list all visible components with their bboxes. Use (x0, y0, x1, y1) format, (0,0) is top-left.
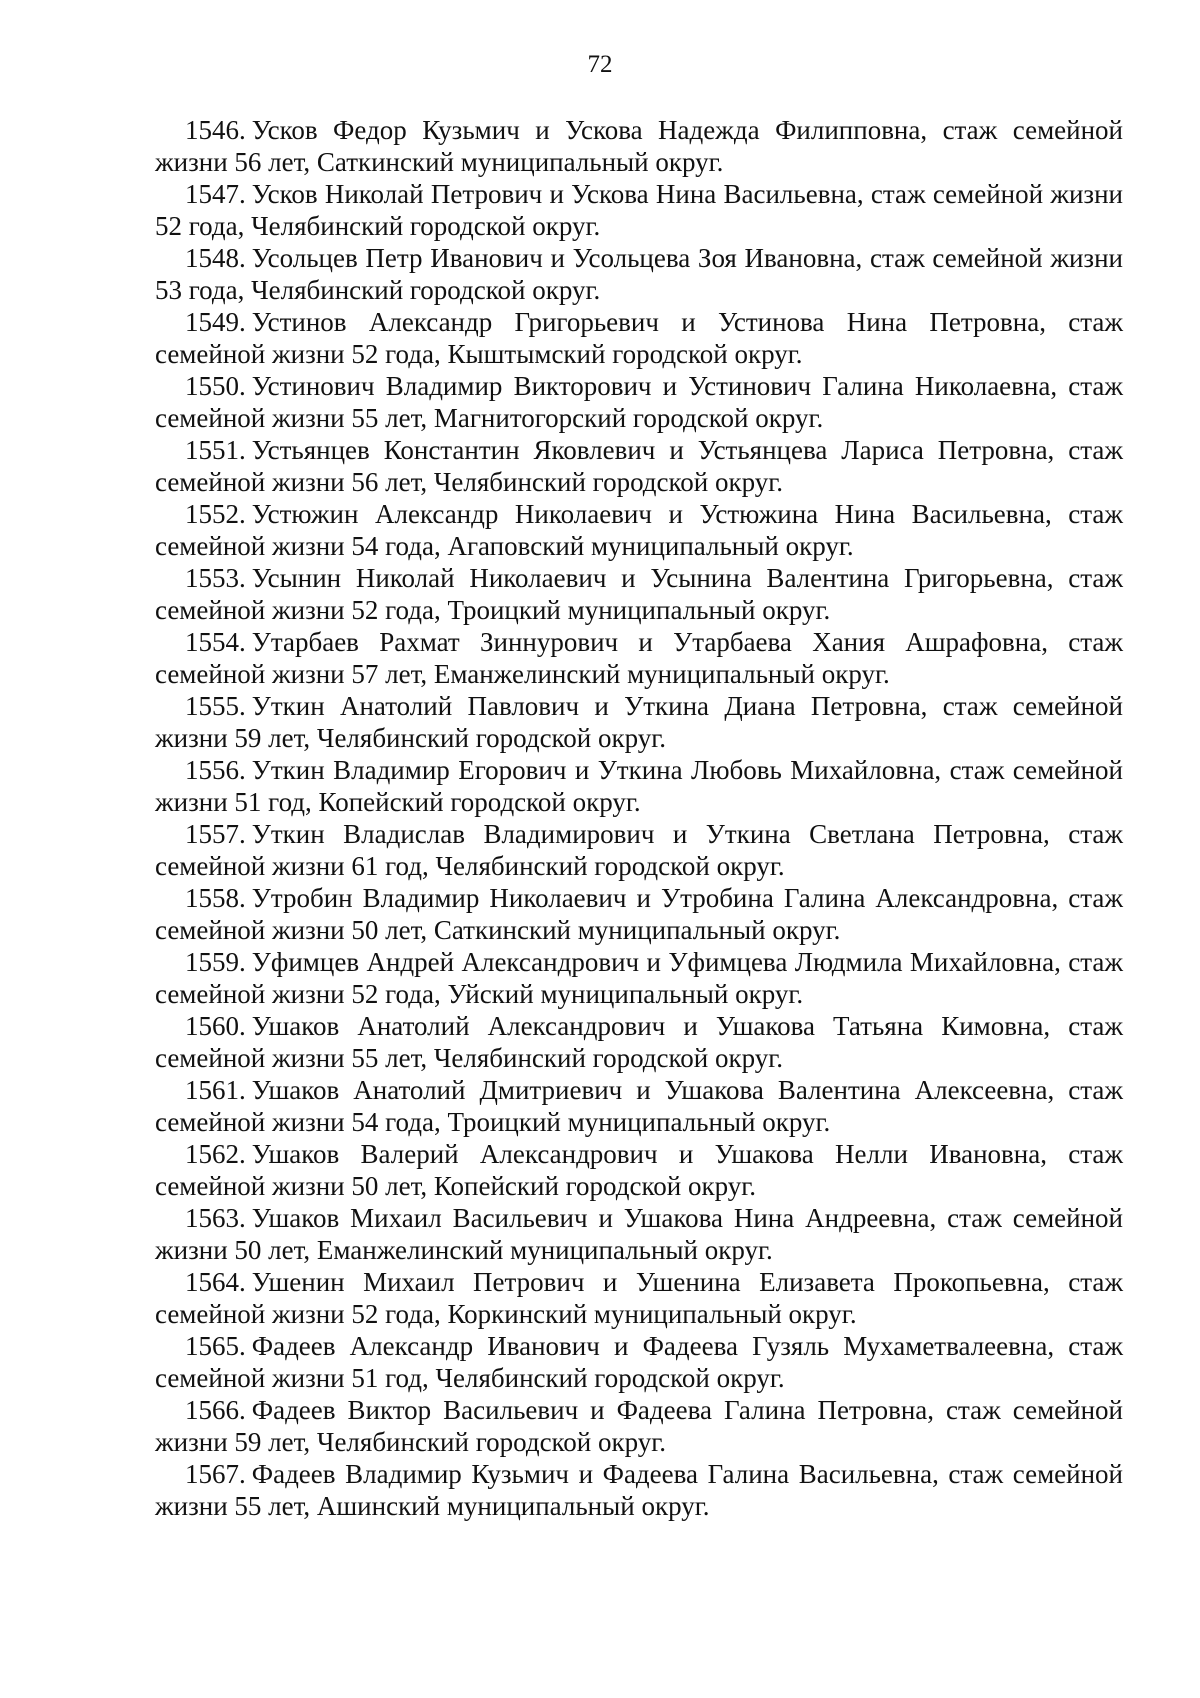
list-item (155, 1010, 1123, 1074)
entry-text: Усков Федор Кузьмич и Ускова Надежда Филипповна, стаж семейной жизни 56 лет, Саткинский муниципальный округ. (155, 115, 1123, 177)
entry-text: Усольцев Петр Иванович и Усольцева Зоя Ивановна, стаж семейной жизни 53 года, Челябинский городской округ. (155, 243, 1123, 305)
entry-number: 1559. (185, 947, 246, 977)
entry-number: 1554. (185, 627, 246, 657)
entry-text: Уфимцев Андрей Александрович и Уфимцева Людмила Михайловна, стаж семейной жизни 52 года, Уйский муниципальный округ. (155, 947, 1123, 1009)
entry-list (155, 114, 1123, 1522)
entry-number: 1555. (185, 691, 246, 721)
entry-number: 1553. (185, 563, 246, 593)
list-item (155, 306, 1123, 370)
list-item (155, 1138, 1123, 1202)
entry-text: Фадеев Владимир Кузьмич и Фадеева Галина Васильевна, стаж семейной жизни 55 лет, Ашинский муниципальный округ. (155, 1459, 1123, 1521)
entry-number: 1548. (185, 243, 246, 273)
entry-number: 1563. (185, 1203, 246, 1233)
entry-number: 1566. (185, 1395, 246, 1425)
entry-text: Утробин Владимир Николаевич и Утробина Галина Александровна, стаж семейной жизни 50 лет, Саткинский муниципальный округ. (155, 883, 1123, 945)
entry-number: 1549. (185, 307, 246, 337)
list-item (155, 498, 1123, 562)
entry-text: Усков Николай Петрович и Ускова Нина Васильевна, стаж семейной жизни 52 года, Челябинский городской округ. (155, 179, 1123, 241)
list-item (155, 690, 1123, 754)
list-item (155, 1202, 1123, 1266)
list-item (155, 434, 1123, 498)
entry-text: Ушаков Анатолий Дмитриевич и Ушакова Валентина Алексеевна, стаж семейной жизни 54 года, Троицкий муниципальный округ. (155, 1075, 1123, 1137)
entry-number: 1562. (185, 1139, 246, 1169)
list-item (155, 818, 1123, 882)
entry-number: 1552. (185, 499, 246, 529)
page-number: 72 (587, 51, 613, 78)
entry-text: Усынин Николай Николаевич и Усынина Валентина Григорьевна, стаж семейной жизни 52 года, Троицкий муниципальный округ. (155, 563, 1123, 625)
list-item (155, 370, 1123, 434)
entry-number: 1546. (185, 115, 246, 145)
entry-text: Ушаков Валерий Александрович и Ушакова Нелли Ивановна, стаж семейной жизни 50 лет, Копейский городской округ. (155, 1139, 1123, 1201)
entry-number: 1557. (185, 819, 246, 849)
entry-text: Устинов Александр Григорьевич и Устинова Нина Петровна, стаж семейной жизни 52 года, Кыштымский городской округ. (155, 307, 1123, 369)
entry-number: 1560. (185, 1011, 246, 1041)
list-item (155, 114, 1123, 178)
entry-text: Уткин Владимир Егорович и Уткина Любовь Михайловна, стаж семейной жизни 51 год, Копейский городской округ. (155, 755, 1123, 817)
list-item (155, 1074, 1123, 1138)
entry-text: Устинович Владимир Викторович и Устинович Галина Николаевна, стаж семейной жизни 55 лет, Магнитогорский городской округ. (155, 371, 1123, 433)
list-item (155, 1458, 1123, 1522)
list-item (155, 242, 1123, 306)
list-item (155, 626, 1123, 690)
entry-number: 1556. (185, 755, 246, 785)
entry-text: Ушаков Михаил Васильевич и Ушакова Нина Андреевна, стаж семейной жизни 50 лет, Еманжелинский муниципальный округ. (155, 1203, 1123, 1265)
entry-text: Устьянцев Константин Яковлевич и Устьянцева Лариса Петровна, стаж семейной жизни 56 лет, Челябинский городской округ. (155, 435, 1123, 497)
list-item (155, 1394, 1123, 1458)
entry-text: Утарбаев Рахмат Зиннурович и Утарбаева Хания Ашрафовна, стаж семейной жизни 57 лет, Еманжелинский муниципальный округ. (155, 627, 1123, 689)
entry-text: Устюжин Александр Николаевич и Устюжина Нина Васильевна, стаж семейной жизни 54 года, Агаповский муниципальный округ. (155, 499, 1123, 561)
list-item (155, 178, 1123, 242)
list-item (155, 1330, 1123, 1394)
entry-text: Уткин Владислав Владимирович и Уткина Светлана Петровна, стаж семейной жизни 61 год, Челябинский городской округ. (155, 819, 1123, 881)
entry-number: 1550. (185, 371, 246, 401)
entry-number: 1565. (185, 1331, 246, 1361)
entry-text: Уткин Анатолий Павлович и Уткина Диана Петровна, стаж семейной жизни 59 лет, Челябинский городской округ. (155, 691, 1123, 753)
entry-text: Фадеев Александр Иванович и Фадеева Гузяль Мухаметвалеевна, стаж семейной жизни 51 год, Челябинский городской округ. (155, 1331, 1123, 1393)
entry-number: 1551. (185, 435, 246, 465)
list-item (155, 754, 1123, 818)
list-item (155, 562, 1123, 626)
list-item (155, 1266, 1123, 1330)
entry-number: 1558. (185, 883, 246, 913)
entry-number: 1567. (185, 1459, 246, 1489)
entry-text: Ушенин Михаил Петрович и Ушенина Елизавета Прокопьевна, стаж семейной жизни 52 года, Коркинский муниципальный округ. (155, 1267, 1123, 1329)
entry-text: Ушаков Анатолий Александрович и Ушакова Татьяна Кимовна, стаж семейной жизни 55 лет, Челябинский городской округ. (155, 1011, 1123, 1073)
list-item (155, 946, 1123, 1010)
entry-text: Фадеев Виктор Васильевич и Фадеева Галина Петровна, стаж семейной жизни 59 лет, Челябинский городской округ. (155, 1395, 1123, 1457)
entry-number: 1564. (185, 1267, 246, 1297)
list-item (155, 882, 1123, 946)
entry-number: 1561. (185, 1075, 246, 1105)
entry-number: 1547. (185, 179, 246, 209)
